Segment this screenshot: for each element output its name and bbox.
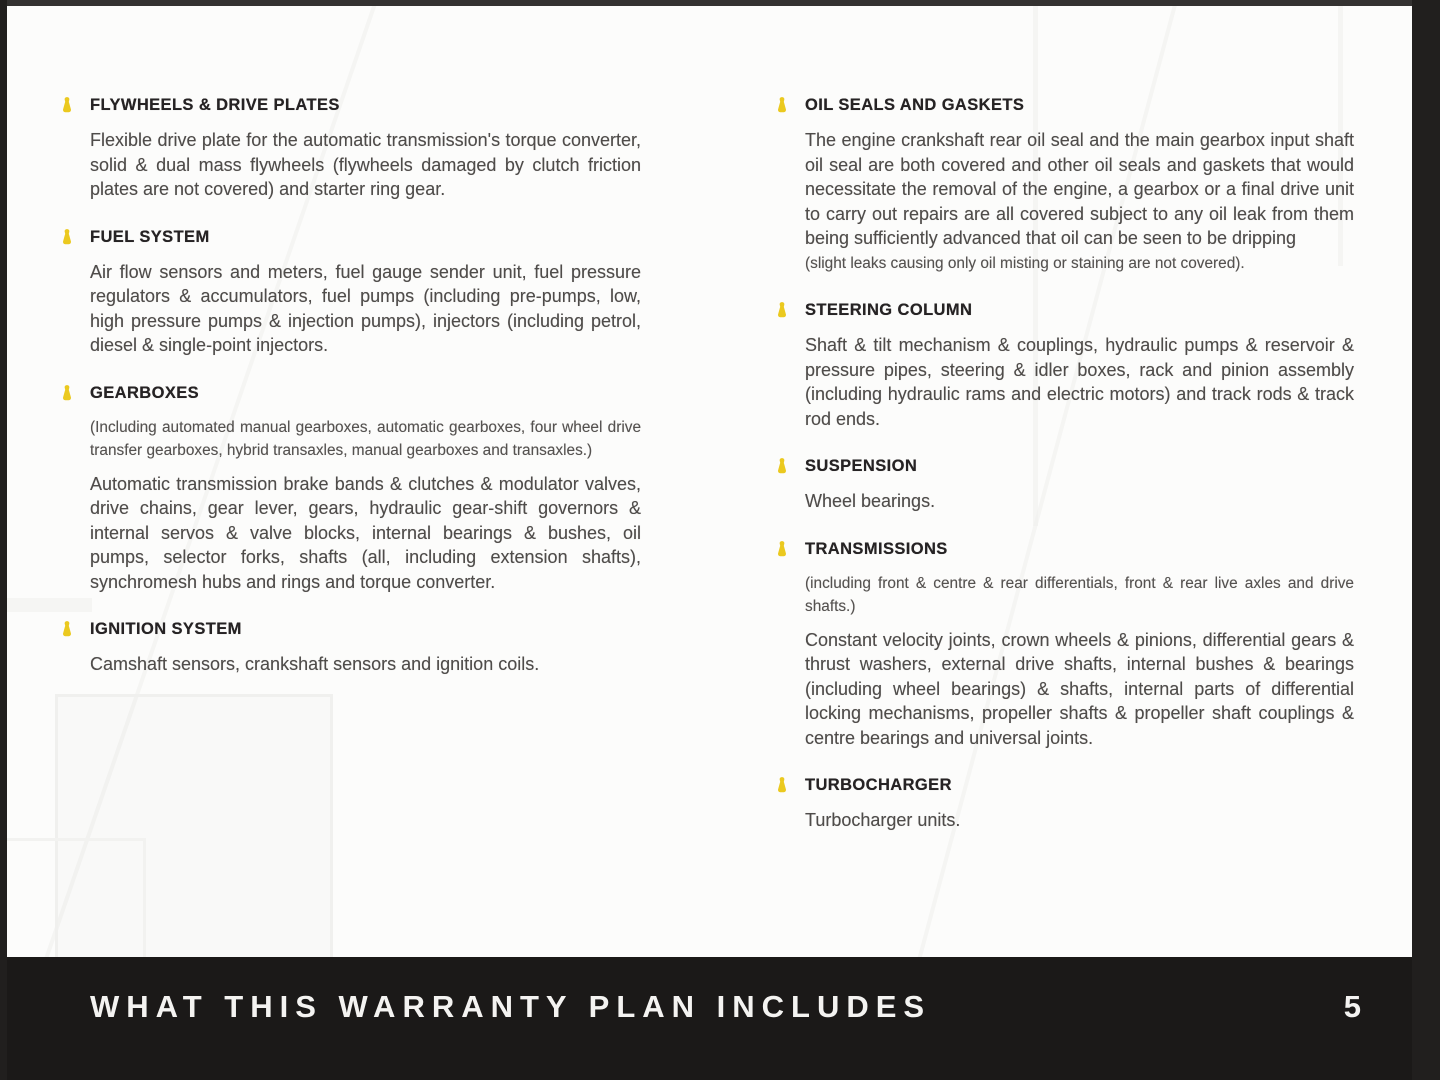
section-note: (Including automated manual gearboxes, automatic gearboxes, four wheel drive transfer gearboxes, hybrid transaxles, manual gearboxes and transaxles.) bbox=[90, 418, 641, 459]
section-ignition-system bbox=[90, 620, 641, 677]
section-body: Turbocharger units. bbox=[805, 810, 961, 830]
section-body: Camshaft sensors, crankshaft sensors and ignition coils. bbox=[90, 654, 540, 674]
page-left-border bbox=[0, 0, 7, 1080]
bullet-icon bbox=[61, 620, 73, 638]
footer-title: WHAT THIS WARRANTY PLAN INCLUDES bbox=[90, 989, 932, 1024]
section-body: Shaft & tilt mechanism & couplings, hydraulic pumps & reservoir & pressure pipes, steering & idler boxes, rack and pinion assembly (including hydraulic rams and electric motors) and track rods & track rod ends. bbox=[805, 335, 1354, 429]
section-heading: GEARBOXES bbox=[90, 383, 200, 402]
section-heading: TURBOCHARGER bbox=[805, 776, 952, 794]
section-suspension bbox=[805, 457, 1354, 514]
bullet-icon bbox=[61, 228, 73, 246]
section-heading: FUEL SYSTEM bbox=[90, 227, 210, 246]
section-flywheels-drive-plates bbox=[90, 96, 641, 202]
bullet-icon bbox=[776, 540, 788, 558]
section-body: The engine crankshaft rear oil seal and the main gearbox input shaft oil seal are both covered and other oil seals and gaskets that would necessitate the removal of the engine, a gearbox or a final drive unit to carry out repairs are all covered subject to any oil leak from them being sufficiently advanced that oil can be seen to be dripping bbox=[805, 130, 1354, 248]
section-note: (slight leaks causing only oil misting or staining are not covered). bbox=[805, 254, 1245, 272]
section-transmissions bbox=[805, 540, 1354, 751]
section-body: Wheel bearings. bbox=[805, 491, 936, 511]
bullet-icon bbox=[776, 457, 788, 475]
page-number: 5 bbox=[1343, 989, 1362, 1024]
section-fuel-system bbox=[90, 228, 641, 358]
bullet-icon bbox=[776, 776, 788, 794]
bullet-icon bbox=[61, 384, 73, 402]
left-column bbox=[90, 96, 641, 703]
section-turbocharger bbox=[805, 776, 1354, 833]
page-top-border bbox=[0, 0, 1440, 6]
section-heading: TRANSMISSIONS bbox=[805, 539, 948, 558]
footer-bar bbox=[0, 957, 1440, 1080]
bullet-icon bbox=[776, 96, 788, 114]
section-body: Flexible drive plate for the automatic transmission's torque converter, solid & dual mass flywheels (flywheels damaged by clutch friction plates are not covered) and starter ring gear. bbox=[90, 130, 641, 199]
bullet-icon bbox=[776, 301, 788, 319]
section-heading: SUSPENSION bbox=[805, 457, 918, 475]
section-heading: FLYWHEELS & DRIVE PLATES bbox=[90, 96, 340, 114]
section-note: (including front & centre & rear differentials, front & rear live axles and drive shafts.) bbox=[805, 574, 1354, 615]
section-gearboxes bbox=[90, 384, 641, 595]
section-heading: OIL SEALS AND GASKETS bbox=[805, 96, 1025, 114]
right-column bbox=[805, 96, 1354, 859]
section-steering-column bbox=[805, 301, 1354, 431]
page-right-border bbox=[1412, 0, 1440, 1080]
section-body: Automatic transmission brake bands & clutches & modulator valves, drive chains, gear lever, gears, hydraulic gear-shift governors & internal servos & valve blocks, internal bearings & bushes, oil pumps, selector forks, shafts (all, including extension shafts), synchromesh hubs and rings and torque converter. bbox=[90, 473, 641, 592]
section-oil-seals-and-gaskets bbox=[805, 96, 1354, 275]
bullet-icon bbox=[61, 96, 73, 114]
section-heading: STEERING COLUMN bbox=[805, 301, 973, 319]
section-heading: IGNITION SYSTEM bbox=[90, 620, 242, 638]
section-body: Constant velocity joints, crown wheels & pinions, differential gears & thrust washers, external drive shafts, internal bushes & bearings (including wheel bearings) & shafts, internal parts of differential locking mechanisms, propeller shafts & propeller shaft couplings & centre bearings and universal joints. bbox=[805, 629, 1354, 748]
section-body: Air flow sensors and meters, fuel gauge sender unit, fuel pressure regulators & accumulators, fuel pumps (including pre-pumps, low, high pressure pumps & injection pumps), injectors (including petrol, diesel & single-point injectors. bbox=[90, 261, 641, 355]
